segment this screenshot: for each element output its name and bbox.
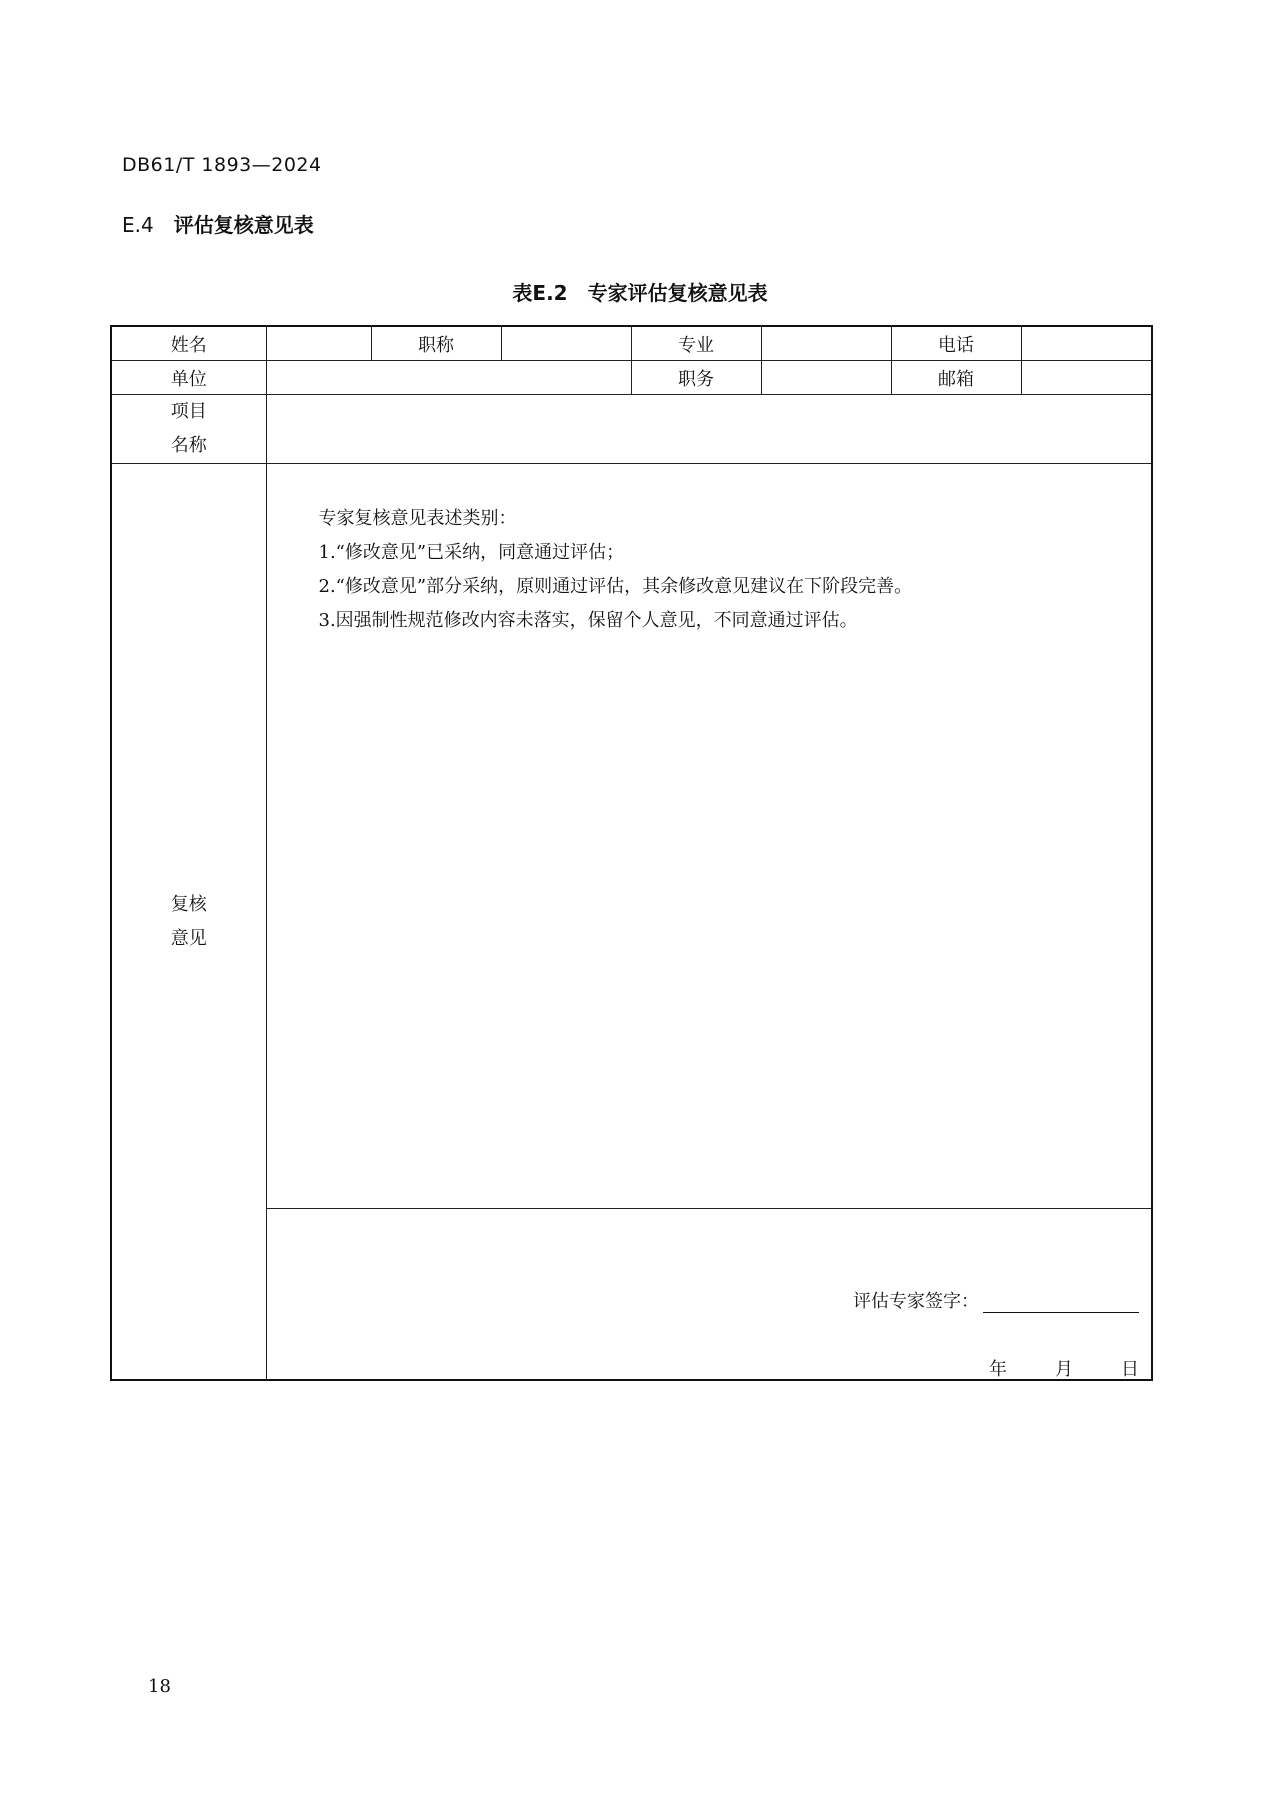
major-field[interactable] — [761, 326, 891, 361]
date-line — [989, 1355, 1139, 1381]
opinion-categories — [319, 502, 1152, 638]
form-row-5 — [111, 1209, 1152, 1381]
table-title: 专家评估复核意见表 — [587, 281, 768, 305]
opinion-option-1: 1.“修改意见”已采纳，同意通过评估； — [318, 542, 625, 563]
name-field[interactable] — [266, 326, 371, 361]
table-number: 表E.2 — [512, 281, 568, 305]
phone-field[interactable] — [1021, 326, 1152, 361]
email-field[interactable] — [1021, 361, 1152, 395]
major-label: 专业 — [631, 326, 761, 361]
signature-line — [853, 1287, 1139, 1313]
project-label-line2: 名称 — [170, 435, 207, 456]
review-opinion-label — [111, 464, 266, 1381]
form-row-3 — [111, 395, 1152, 464]
expert-review-form — [110, 325, 1153, 1381]
form-row-1 — [111, 326, 1152, 361]
document-code: DB61/T 1893—2024 — [122, 154, 322, 176]
section-number: E.4 — [122, 213, 154, 237]
review-label-line2: 意见 — [170, 927, 207, 949]
date-year[interactable]: 年 — [989, 1359, 1007, 1380]
section-heading — [122, 209, 314, 238]
project-name-field[interactable] — [266, 395, 1152, 464]
title-field[interactable] — [501, 326, 631, 361]
position-field[interactable] — [761, 361, 891, 395]
signature-label: 评估专家签字： — [853, 1291, 979, 1312]
name-label: 姓名 — [111, 326, 266, 361]
signature-field[interactable] — [983, 1292, 1139, 1313]
phone-label: 电话 — [891, 326, 1021, 361]
opinion-heading: 专家复核意见表述类别： — [318, 508, 517, 529]
page-number: 18 — [148, 1676, 171, 1697]
email-label: 邮箱 — [891, 361, 1021, 395]
signature-area — [266, 1209, 1152, 1381]
unit-field[interactable] — [266, 361, 631, 395]
table-caption — [0, 277, 1280, 306]
form-row-2 — [111, 361, 1152, 395]
title-label: 职称 — [371, 326, 501, 361]
review-opinion-field[interactable] — [266, 464, 1152, 1209]
date-month[interactable]: 月 — [1055, 1359, 1073, 1380]
form-row-4 — [111, 464, 1152, 1209]
project-label-line1: 项目 — [170, 401, 207, 422]
position-label: 职务 — [631, 361, 761, 395]
review-label-line1: 复核 — [170, 893, 207, 915]
opinion-option-2: 2.“修改意见”部分采纳，原则通过评估，其余修改意见建议在下阶段完善。 — [318, 576, 913, 597]
opinion-option-3: 3.因强制性规范修改内容未落实，保留个人意见，不同意通过评估。 — [318, 610, 858, 631]
project-name-label — [111, 395, 266, 464]
unit-label: 单位 — [111, 361, 266, 395]
date-day[interactable]: 日 — [1121, 1359, 1139, 1380]
section-title: 评估复核意见表 — [173, 213, 314, 237]
